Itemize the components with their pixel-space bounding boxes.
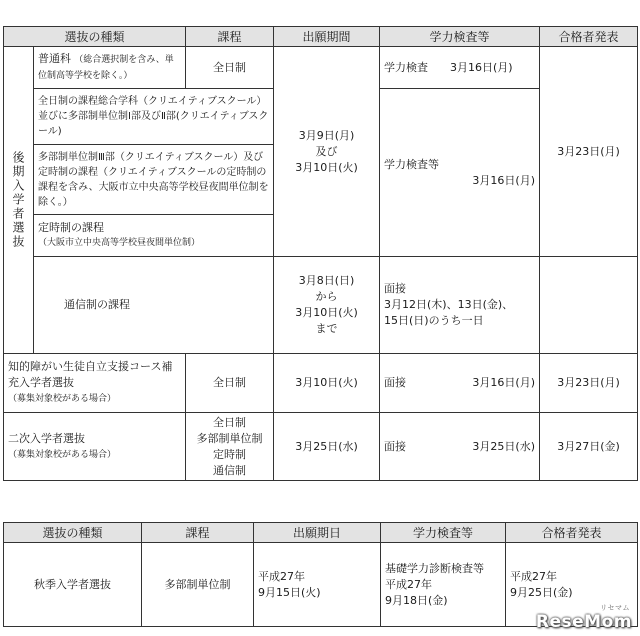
type-cell: 通信制の課程: [34, 257, 274, 354]
type-cell: 秋季入学者選抜: [4, 543, 142, 627]
header-course: 課程: [186, 27, 274, 47]
header-result: 合格者発表: [506, 523, 638, 543]
exam-cell: 学力検査 3月16日(月): [380, 47, 540, 89]
course-cell: 全日制 多部制単位制 定時制 通信制: [186, 413, 274, 481]
header-course: 課程: [142, 523, 254, 543]
table-header-row: [4, 523, 638, 543]
header-exam: 学力検査等: [380, 27, 540, 47]
schedule-table: [3, 26, 638, 481]
result-cell: 平成27年 9月25日(金): [506, 543, 638, 627]
exam-cell: 学力検査等 3月16日(月): [380, 89, 540, 257]
exam-cell: 面接 3月16日(月): [380, 354, 540, 413]
type-cell: 二次入学者選抜 （募集対象校がある場合）: [4, 413, 186, 481]
header-period: 出願期日: [254, 523, 381, 543]
header-period: 出願期間: [274, 27, 380, 47]
period-cell: 3月10日(火): [274, 354, 380, 413]
course-cell: 全日制: [186, 47, 274, 89]
header-result: 合格者発表: [540, 27, 638, 47]
type-cell: 普通科 （総合選択制を含み、単位制高等学校を除く。）: [34, 47, 186, 89]
course-cell: 多部制単位制: [142, 543, 254, 627]
period-cell: 3月8日(日) から 3月10日(火) まで: [274, 257, 380, 354]
header-exam: 学力検査等: [381, 523, 506, 543]
course-cell: 全日制: [186, 354, 274, 413]
resemom-logo: リセマム ReseMom: [535, 604, 632, 632]
table-row: [4, 354, 638, 413]
result-cell: 3月23日(月): [540, 47, 638, 257]
period-cell: 平成27年 9月15日(火): [254, 543, 381, 627]
group-label: 後期入学者選抜: [4, 47, 34, 354]
type-cell: 知的障がい生徒自立支援コース補充入学者選抜 （募集対象校がある場合）: [4, 354, 186, 413]
period-cell: 3月25日(水): [274, 413, 380, 481]
type-cell: 定時制の課程 （大阪市立中央高等学校昼夜間単位制）: [34, 215, 274, 257]
type-cell: 多部制単位制Ⅲ部（クリエイティブスクール）及び定時制の課程（クリエイティブスクールの定時制の課程を含み、大阪市立中央高等学校昼夜間単位制を除く。）: [34, 145, 274, 215]
header-type: 選抜の種類: [4, 27, 186, 47]
result-cell: 3月27日(金): [540, 413, 638, 481]
table-row: [4, 257, 638, 354]
table-row: [4, 47, 638, 89]
result-cell: [540, 257, 638, 354]
period-cell: 3月9日(月) 及び 3月10日(火): [274, 47, 380, 257]
table-row: [4, 413, 638, 481]
table-header-row: [4, 27, 638, 47]
type-cell: 全日制の課程総合学科（クリエイティブスクール）並びに多部制単位制Ⅰ部及びⅡ部(クリエイティブスクール): [34, 89, 274, 145]
exam-cell: 面接 3月12日(木)、13日(金)、 15日(日)のうち一日: [380, 257, 540, 354]
exam-cell: 基礎学力診断検査等 平成27年 9月18日(金): [381, 543, 506, 627]
result-cell: 3月23日(月): [540, 354, 638, 413]
exam-cell: 面接 3月25日(水): [380, 413, 540, 481]
header-type: 選抜の種類: [4, 523, 142, 543]
